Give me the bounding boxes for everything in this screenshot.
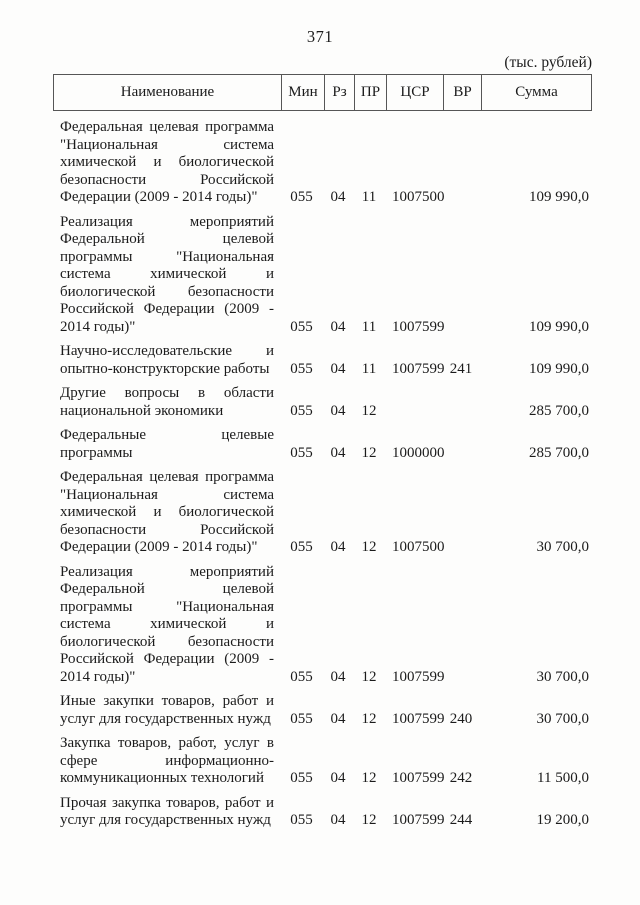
cell-summa: 109 990,0: [529, 189, 589, 205]
cell-rz: 04: [330, 539, 346, 555]
table-row: [53, 795, 592, 830]
cell-min: 055: [290, 710, 313, 727]
cell-csr: 1007599: [392, 710, 445, 727]
cell-summa: 19 200,0: [536, 812, 589, 828]
cell-min: 055: [290, 318, 313, 335]
cell-summa: 109 990,0: [529, 360, 589, 377]
cell-name: Научно-исследовательские и опытно-конструкторские работы: [60, 343, 274, 377]
cell-name: Другие вопросы в области национальной экономики: [60, 385, 274, 419]
cell-pr: 12: [361, 770, 377, 786]
table-row: [53, 214, 592, 337]
cell-pr: 12: [361, 668, 377, 685]
cell-rz: 04: [330, 812, 346, 828]
cell-name: Федеральная целевая программа "Национальная система химической и биологической безопасности Российской Федерации (2009 - 2014 годы)": [60, 469, 274, 555]
cell-rz: 04: [330, 318, 346, 335]
cell-summa: 109 990,0: [529, 318, 589, 335]
cell-min: 055: [290, 189, 313, 205]
cell-pr: 11: [361, 360, 377, 377]
cell-summa: 11 500,0: [537, 770, 589, 786]
cell-csr: 1007599: [392, 812, 445, 828]
cell-csr: 1007599: [392, 668, 445, 685]
cell-name: Реализация мероприятий Федеральной целевой программы "Национальная система химической и биологической безопасности Российской Федерации (2009 - 2014 годы)": [60, 563, 274, 685]
cell-min: 055: [290, 668, 313, 685]
cell-rz: 04: [330, 710, 346, 727]
table-body: [53, 119, 592, 830]
cell-vr: 241: [449, 360, 473, 377]
cell-summa: 30 700,0: [536, 710, 589, 727]
cell-rz: 04: [330, 402, 346, 419]
table-row: [53, 385, 592, 420]
cell-rz: 04: [330, 770, 346, 786]
cell-min: 055: [290, 539, 313, 555]
cell-name: Реализация мероприятий Федеральной целевой программы "Национальная система химической и биологической безопасности Российской Федерации (2009 - 2014 годы)": [60, 213, 274, 335]
cell-min: 055: [290, 360, 313, 377]
page-content: [53, 54, 592, 830]
cell-csr: 1007500: [392, 539, 445, 555]
cell-summa: 30 700,0: [536, 539, 589, 555]
cell-vr: 244: [449, 812, 473, 828]
cell-min: 055: [290, 444, 313, 461]
cell-vr: 242: [449, 770, 473, 786]
table-row: [53, 564, 592, 687]
cell-csr: 1000000: [392, 444, 445, 461]
cell-pr: 12: [361, 539, 377, 555]
table-header-row: [53, 74, 592, 111]
cell-min: 055: [290, 770, 313, 786]
cell-csr: 1007500: [392, 189, 445, 205]
budget-table: [53, 74, 592, 830]
cell-pr: 12: [361, 710, 377, 727]
cell-min: 055: [290, 402, 313, 419]
table-row: [53, 469, 592, 557]
cell-pr: 11: [361, 318, 377, 335]
column-header-pr: ПР: [354, 75, 386, 110]
column-header-rz: Рз: [324, 75, 354, 110]
cell-csr: 1007599: [392, 360, 445, 377]
units-note: (тыс. рублей): [504, 54, 592, 71]
cell-summa: 30 700,0: [536, 668, 589, 685]
cell-pr: 12: [361, 812, 377, 828]
column-header-naimenovanie: Наименование: [120, 84, 215, 100]
table-row: [53, 427, 592, 462]
column-header-vr: ВР: [443, 75, 481, 110]
cell-csr: 1007599: [392, 770, 445, 786]
cell-pr: 11: [361, 189, 377, 205]
cell-rz: 04: [330, 189, 346, 205]
cell-rz: 04: [330, 360, 346, 377]
cell-summa: 285 700,0: [529, 444, 589, 461]
table-row: [53, 119, 592, 207]
cell-name: Федеральные целевые программы: [60, 427, 274, 461]
cell-name: Иные закупки товаров, работ и услуг для государственных нужд: [60, 693, 274, 727]
cell-pr: 12: [361, 402, 377, 419]
cell-rz: 04: [330, 444, 346, 461]
column-header-min: Мин: [281, 75, 324, 110]
column-header-summa: Сумма: [481, 75, 591, 110]
column-header-csr: ЦСР: [386, 75, 443, 110]
table-row: [53, 735, 592, 788]
cell-name: Прочая закупка товаров, работ и услуг для государственных нужд: [60, 794, 274, 828]
cell-rz: 04: [330, 668, 346, 685]
cell-vr: 240: [449, 710, 473, 727]
cell-name: Федеральная целевая программа "Национальная система химической и биологической безопасности Российской Федерации (2009 - 2014 годы)": [60, 119, 274, 205]
cell-name: Закупка товаров, работ, услуг в сфере информационно-коммуникационных технологий: [60, 735, 274, 786]
table-row: [53, 693, 592, 728]
cell-summa: 285 700,0: [529, 402, 589, 419]
cell-pr: 12: [361, 444, 377, 461]
table-row: [53, 343, 592, 378]
cell-min: 055: [290, 812, 313, 828]
cell-csr: 1007599: [392, 318, 445, 335]
page-number: 371: [306, 27, 334, 46]
